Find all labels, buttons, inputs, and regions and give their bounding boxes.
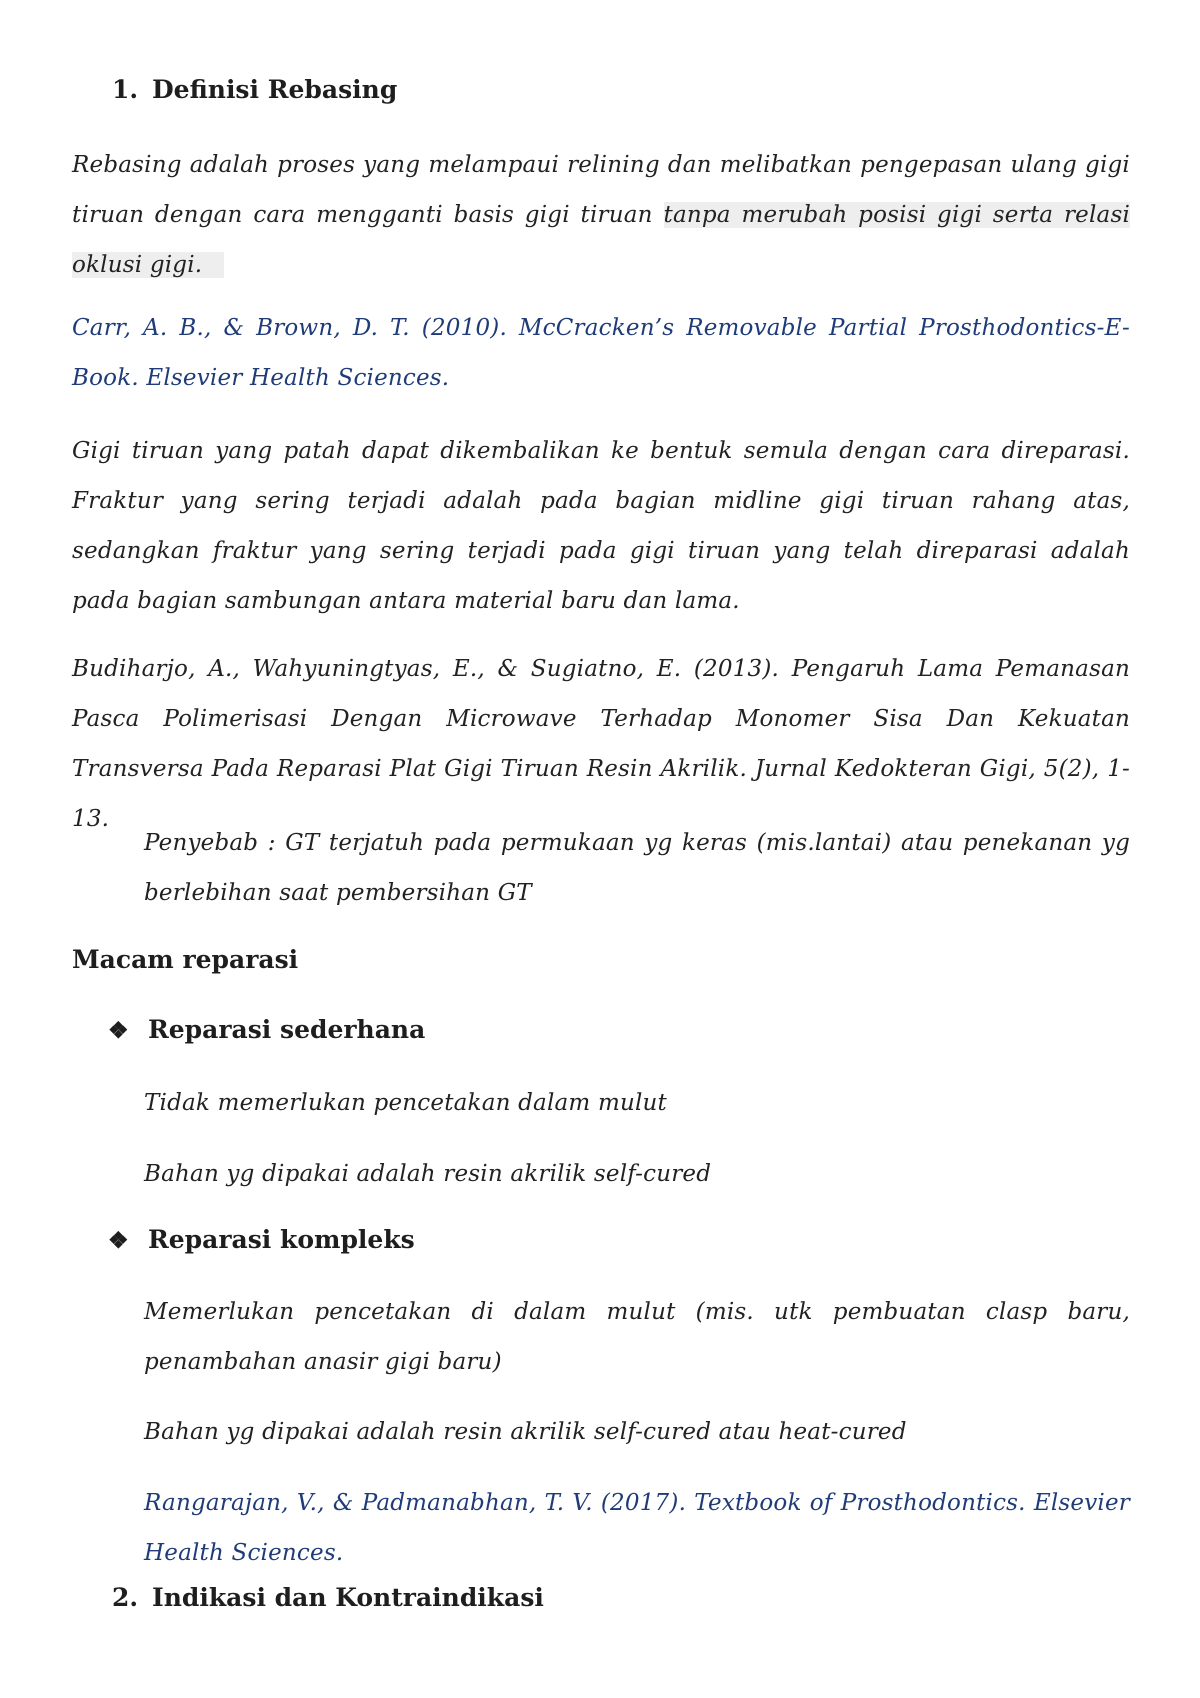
simple-repair-line-2: Bahan yg dipakai adalah resin akrilik self-cured	[144, 1161, 712, 1187]
section-2-title: Indikasi dan Kontraindikasi	[152, 1583, 544, 1612]
section-1-title: Definisi Rebasing	[152, 75, 398, 104]
fracture-cause: Penyebab : GT terjatuh pada permukaan yg keras (mis.lantai) atau penekanan yg berlebihan saat pembersihan GT	[144, 830, 1130, 906]
reference-budiharjo: Budiharjo, A., Wahyuningtyas, E., & Sugiatno, E. (2013). Pengaruh Lama Pemanasan Pasca Polimerisasi Dengan Microwave Terhadap Monomer Sisa Dan Kekuatan Transversa Pada Reparasi Plat Gigi Tiruan Resin Akrilik. Jurnal Kedokteran Gigi, 5(2), 1-13.	[72, 656, 1130, 832]
diamond-bullet-icon: ❖	[108, 1017, 129, 1044]
simple-repair-title: Reparasi sederhana	[148, 1015, 426, 1044]
reference-rangarajan: Rangarajan, V., & Padmanabhan, T. V. (2017). Textbook of Prosthodontics. Elsevier Health Sciences.	[144, 1490, 1130, 1566]
complex-repair-line-2: Bahan yg dipakai adalah resin akrilik self-cured atau heat-cured	[144, 1419, 907, 1445]
complex-repair-title: Reparasi kompleks	[148, 1225, 415, 1254]
rebasing-highlight: tanpa merubah posisi gigi serta relasi oklusi gigi.	[72, 202, 1130, 278]
rebasing-text: Rebasing adalah proses yang melampaui relining dan melibatkan pengepasan ulang gigi tiruan dengan cara mengganti basis gigi tiruan	[72, 152, 1130, 228]
complex-repair-heading	[108, 1222, 808, 1259]
simple-repair-line-1: Tidak memerlukan pencetakan dalam mulut	[144, 1090, 667, 1116]
section-1-heading	[112, 72, 1012, 108]
fracture-paragraph: Gigi tiruan yang patah dapat dikembalikan ke bentuk semula dengan cara direparasi. Fraktur yang sering terjadi adalah pada bagian midline gigi tiruan rahang atas, sedangkan fraktur yang sering terjadi pada gigi tiruan yang telah direparasi adalah pada bagian sambungan antara material baru dan lama.	[72, 438, 1130, 614]
section-2-heading	[112, 1580, 1012, 1616]
diamond-bullet-icon: ❖	[108, 1227, 129, 1254]
complex-repair-line-1: Memerlukan pencetakan di dalam mulut (mis. utk pembuatan clasp baru, penambahan anasir gigi baru)	[144, 1299, 1130, 1375]
macam-reparasi-heading: Macam reparasi	[72, 945, 299, 974]
simple-repair-heading	[108, 1012, 808, 1049]
section-2-number: 2.	[112, 1583, 139, 1612]
reference-carr: Carr, A. B., & Brown, D. T. (2010). McCracken’s Removable Partial Prosthodontics-E-Book. Elsevier Health Sciences.	[72, 315, 1130, 391]
rebasing-definition	[72, 140, 1130, 290]
section-1-number: 1.	[112, 75, 139, 104]
